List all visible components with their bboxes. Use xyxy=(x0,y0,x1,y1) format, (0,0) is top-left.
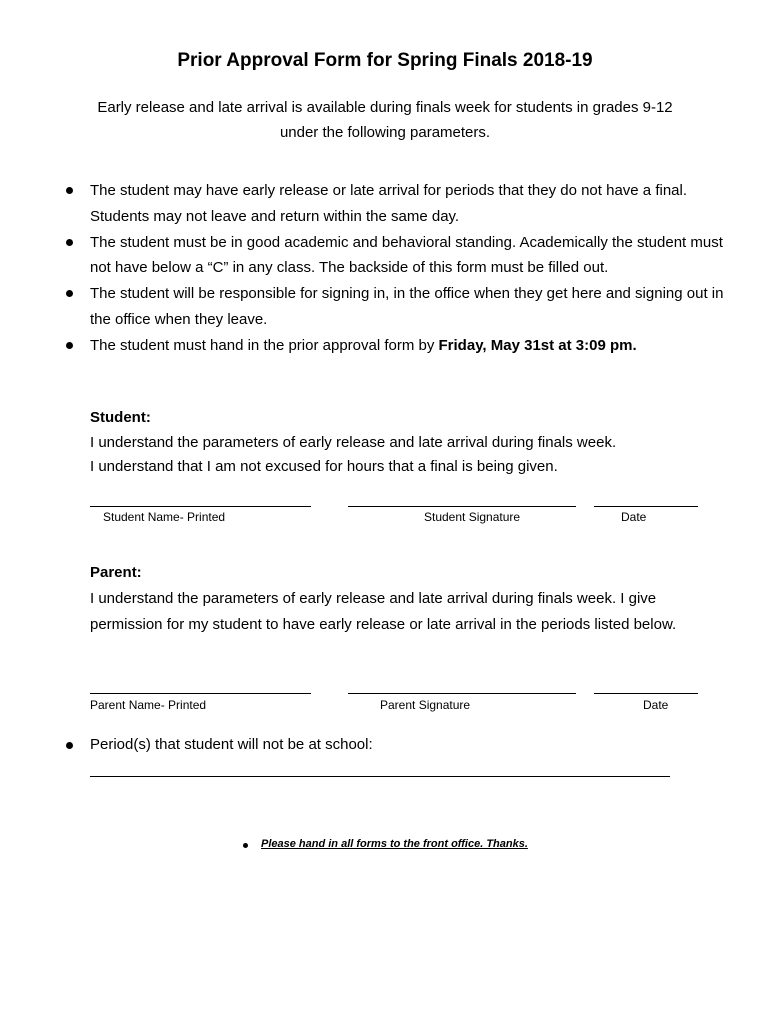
parameter-item xyxy=(66,333,730,359)
parent-signature-field[interactable] xyxy=(348,693,576,694)
student-date-label: Date xyxy=(621,510,647,524)
student-signature-field[interactable] xyxy=(348,506,576,507)
student-statement-line-1: I understand the parameters of early release and late arrival during finals week. xyxy=(90,434,617,451)
parameter-text: The student may have early release or late arrival for periods that they do not have a final. Students may not leave and return within the same day. xyxy=(90,182,687,225)
student-heading: Student: xyxy=(90,409,151,426)
parameter-item xyxy=(66,281,730,333)
parameter-text: The student must be in good academic and behavioral standing. Academically the student must not have below a “C” in any class. The backside of this form must be filled out. xyxy=(90,233,723,277)
student-name-label: Student Name- Printed xyxy=(103,510,226,524)
student-statement xyxy=(90,431,730,479)
footer-note: Please hand in all forms to the front office. Thanks. xyxy=(261,838,528,850)
parent-date-label: Date xyxy=(643,698,669,712)
parameter-item xyxy=(66,178,730,230)
bullet-icon xyxy=(66,742,73,749)
bullet-icon xyxy=(66,342,73,349)
bullet-icon xyxy=(66,239,73,246)
bullet-icon xyxy=(243,843,248,848)
parent-name-label: Parent Name- Printed xyxy=(90,698,207,712)
parent-statement: I understand the parameters of early release and late arrival during finals week. I give permission for my student to have early release or late arrival in the periods listed below. xyxy=(90,590,677,633)
periods-label: Period(s) that student will not be at school: xyxy=(90,736,373,753)
student-date-field[interactable] xyxy=(594,506,698,507)
student-name-field[interactable] xyxy=(90,506,311,507)
parent-name-field[interactable] xyxy=(90,693,311,694)
form-title: Prior Approval Form for Spring Finals 2018-19 xyxy=(177,50,593,71)
parameter-item xyxy=(66,230,730,282)
deadline-text: Friday, May 31st at 3:09 pm. xyxy=(438,336,637,354)
student-statement-line-2: I understand that I am not excused for hours that a final is being given. xyxy=(90,458,558,475)
parent-date-field[interactable] xyxy=(594,693,698,694)
bullet-icon xyxy=(66,290,73,297)
parameter-text: The student will be responsible for signing in, in the office when they get here and signing out in the office when they leave. xyxy=(90,285,724,328)
student-signature-label: Student Signature xyxy=(424,510,521,524)
periods-field[interactable] xyxy=(90,776,670,777)
intro-paragraph xyxy=(0,95,770,145)
parent-signature-label: Parent Signature xyxy=(380,698,471,712)
intro-line-2: under the following parameters. xyxy=(279,124,491,141)
parent-heading: Parent: xyxy=(90,564,142,581)
parameters-list xyxy=(66,178,730,359)
intro-line-1: Early release and late arrival is available during finals week for students in grades 9-12 xyxy=(97,99,673,116)
bullet-icon xyxy=(66,187,73,194)
parameter-text: The student must hand in the prior approval form by xyxy=(90,336,439,354)
